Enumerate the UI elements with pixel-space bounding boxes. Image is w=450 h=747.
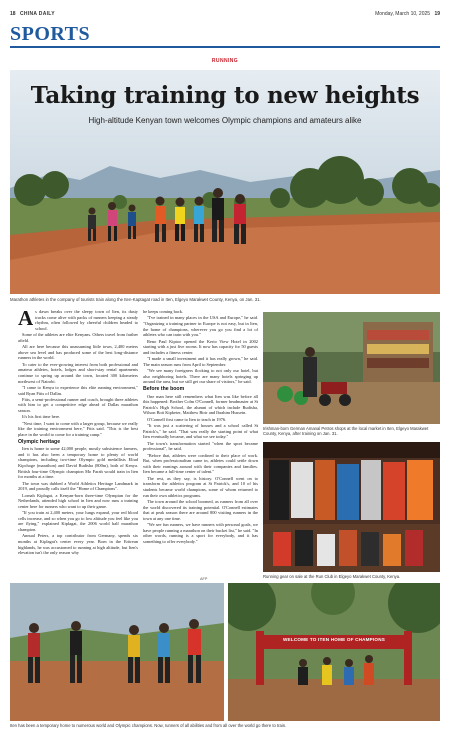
arch-sign-text: WELCOME TO ITEN HOME OF CHAMPIONS	[283, 637, 385, 642]
paragraph: All are here because this unassuming little town, 2,400 meters above sea level and has produced some of the best long-distance runners in the world.	[18, 344, 138, 361]
header-left	[10, 11, 55, 17]
page-header	[10, 8, 440, 20]
paragraph: "We see many foreigners flocking to not only our hotel, but also neighboring hotels. There are many hotels springing up around the area, but we still get our share of visitors," he said.	[143, 368, 258, 385]
paragraph: "I've trained in many places in the USA and Europe," he said. "Organizing a training partner in Europe is not easy, but in Iten, the home of champions, wherever you go you find a lot of athletes who can train with you."	[143, 315, 258, 338]
hero-photo	[10, 70, 440, 294]
headline: Taking training to new heights	[30, 82, 420, 109]
section-rule	[10, 46, 440, 48]
paragraph: The town was dubbed a World Athletics Heritage Landmark in 2019, and proudly calls itself the "Home of Champions".	[18, 480, 138, 492]
paragraph: "If you train at 2,400 meters, your lungs expand, your red blood cells increase, and so when you go to low altitude you feel like you are flying," explained Kiplagat, the 2006 world half marathon champion.	[18, 510, 138, 532]
paragraph: Fitts, a semi-professional runner and coach, brought three athletes with him to get a competitive edge ahead of Dallas marathon season.	[18, 396, 138, 414]
byline: AFP	[200, 577, 208, 581]
brand-name: CHINA DAILY	[19, 11, 55, 17]
paragraph: Lornah Kiplagat, a Kenyan-born three-time Olympian for the Netherlands, attended high school in Iten and now runs a training center here for runners who want to up their game.	[18, 492, 138, 509]
photo-running-gear	[263, 442, 440, 572]
article-column-2	[143, 309, 258, 545]
paragraph: The rest, as they say, is history. O'Connell went on to transform the athletics program at St Patrick's, and 10 of his students became world champions, some of whom returned to run their own athletics programs.	[143, 475, 258, 498]
photo-market-caption: Irishman-born German Amanal Petros shops at the local market in Iten, Elgeyo Marakwet County, Kenya, after training on Jan. 31.	[263, 426, 429, 436]
paragraph: Annual Peters, a top contributor from Germany, spends six months at Kiplagat's center every year. Born in the Eritrean highlands, he was accustomed to running at high altitude, but Iten's elevation isn't the only reason why	[18, 533, 138, 556]
paragraph: "Next time, I want to come with a larger group, because we really like the training environment here," Fitts said. "This is the best place in the world to come for a training camp."	[18, 420, 138, 438]
paragraph: The town's transformation started "when the sport became professional", he said.	[143, 440, 258, 452]
paragraph: To cater to the ever-growing interest from both professional and amateur athletes, hotels, lodges and short-stay rental apartments continue to spring up around the town, located 300 kilometers northwest of Nairobi.	[18, 361, 138, 384]
subheading-olympic-heritage: Olympic heritage	[18, 438, 61, 445]
paragraph: Iten is home to some 42,000 people, mostly subsistence farmers, and it has also been a temporary home to plenty of world champions, including two-time Olympic gold medallists Eliud Kipchoge (marathon) and David Rudisha (800m), both of Kenya. British four-time Olympic champion Mo Farah would train in Iten for months at a time.	[18, 446, 138, 480]
photo-market	[263, 312, 440, 424]
hero-caption: Marathon athletes in the company of tourists train along the Iten-Kaptagat road in Iten, Elgeyo Marakwet County, Kenya, on Jan. 31.	[10, 297, 261, 302]
section-title: SPORTS	[10, 23, 91, 45]
bottom-caption: Iten has been a temporary home to numerous world and Olympic champions. Now, runners of all abilities and from all over the world go there to train.	[10, 723, 287, 728]
kicker: RUNNING	[211, 58, 239, 64]
paragraph: The town around the school boomed, as runners from all over the world discovered its training potential. O'Connell estimates that at peak season there are around 800 visiting runners in the town at any one time.	[143, 498, 258, 521]
article-column-1	[18, 306, 138, 557]
page-number-left: 18	[10, 11, 16, 17]
subheadline: High-altitude Kenyan town welcomes Olympic champions and amateurs alike	[88, 116, 362, 125]
paragraph: Reno Paul Kiptoo opened the Kerio View Hotel in 2002 starting with a just five rooms. It now has capacity for 50 guests and includes a fitness center.	[143, 338, 258, 355]
paragraph: "Before that, athletes were confined to their place of work. But, when professionalism came in, athletes could settle down with their earnings around with their companies and families. Iten became a full-time center of talent."	[143, 452, 258, 475]
lead-paragraph: As dawn breaks over the sleepy town of Iten, its dusty tracks come alive with packs of runners keeping a steady rhythm, often followed by cheerful children headed to school.	[18, 306, 138, 331]
paragraph: Some of the athletes are elite Kenyans. Others travel from farther afield.	[18, 332, 138, 343]
paragraph: "I made a small investment and it has really grown," he said. The main season runs from April to September.	[143, 356, 258, 367]
issue-date: Monday, March 10, 2025	[375, 11, 431, 17]
page-number-right: 19	[434, 11, 440, 17]
header-right	[375, 11, 440, 17]
drop-cap: A	[18, 306, 34, 330]
paragraph: "It was just a scattering of houses and a school called St Patrick's," he said. "That was really the starting point of what Iten eventually became, and what we see today."	[143, 423, 258, 440]
photo-welcome-arch	[228, 583, 440, 721]
paragraph: O'Connell first came to Iten to teach in 1976.	[147, 416, 227, 422]
subheading-before-the-boom: Before the boom	[143, 385, 185, 392]
paragraph: "I came to Kenya to experience this elite running environment," said Ryan Fitts of Dallas.	[18, 384, 138, 396]
photo-runners-track	[10, 583, 224, 721]
paragraph: he keeps coming back.	[143, 309, 183, 314]
paragraph: "We see fun runners, we have runners with personal goals, we have people running a marathon on their bucket list," he said. "In other words, running is a sport for everybody, and it has something to offer everybody."	[143, 522, 258, 544]
paragraph: One man here still remembers what Iten was like before all this happened: Brother Colm O'Connell, former headmaster at St Patrick's High School, the alumni of which include Rudisha, Wilson Boit Kipketer, Matthew Birir and Ibrahim Hussein.	[143, 393, 258, 416]
photo-running-gear-caption: Running gear on sale at the Run Club in Elgeyo Marakwet County, Kenya.	[263, 574, 401, 579]
paragraph: It's his first time here.	[22, 414, 61, 420]
